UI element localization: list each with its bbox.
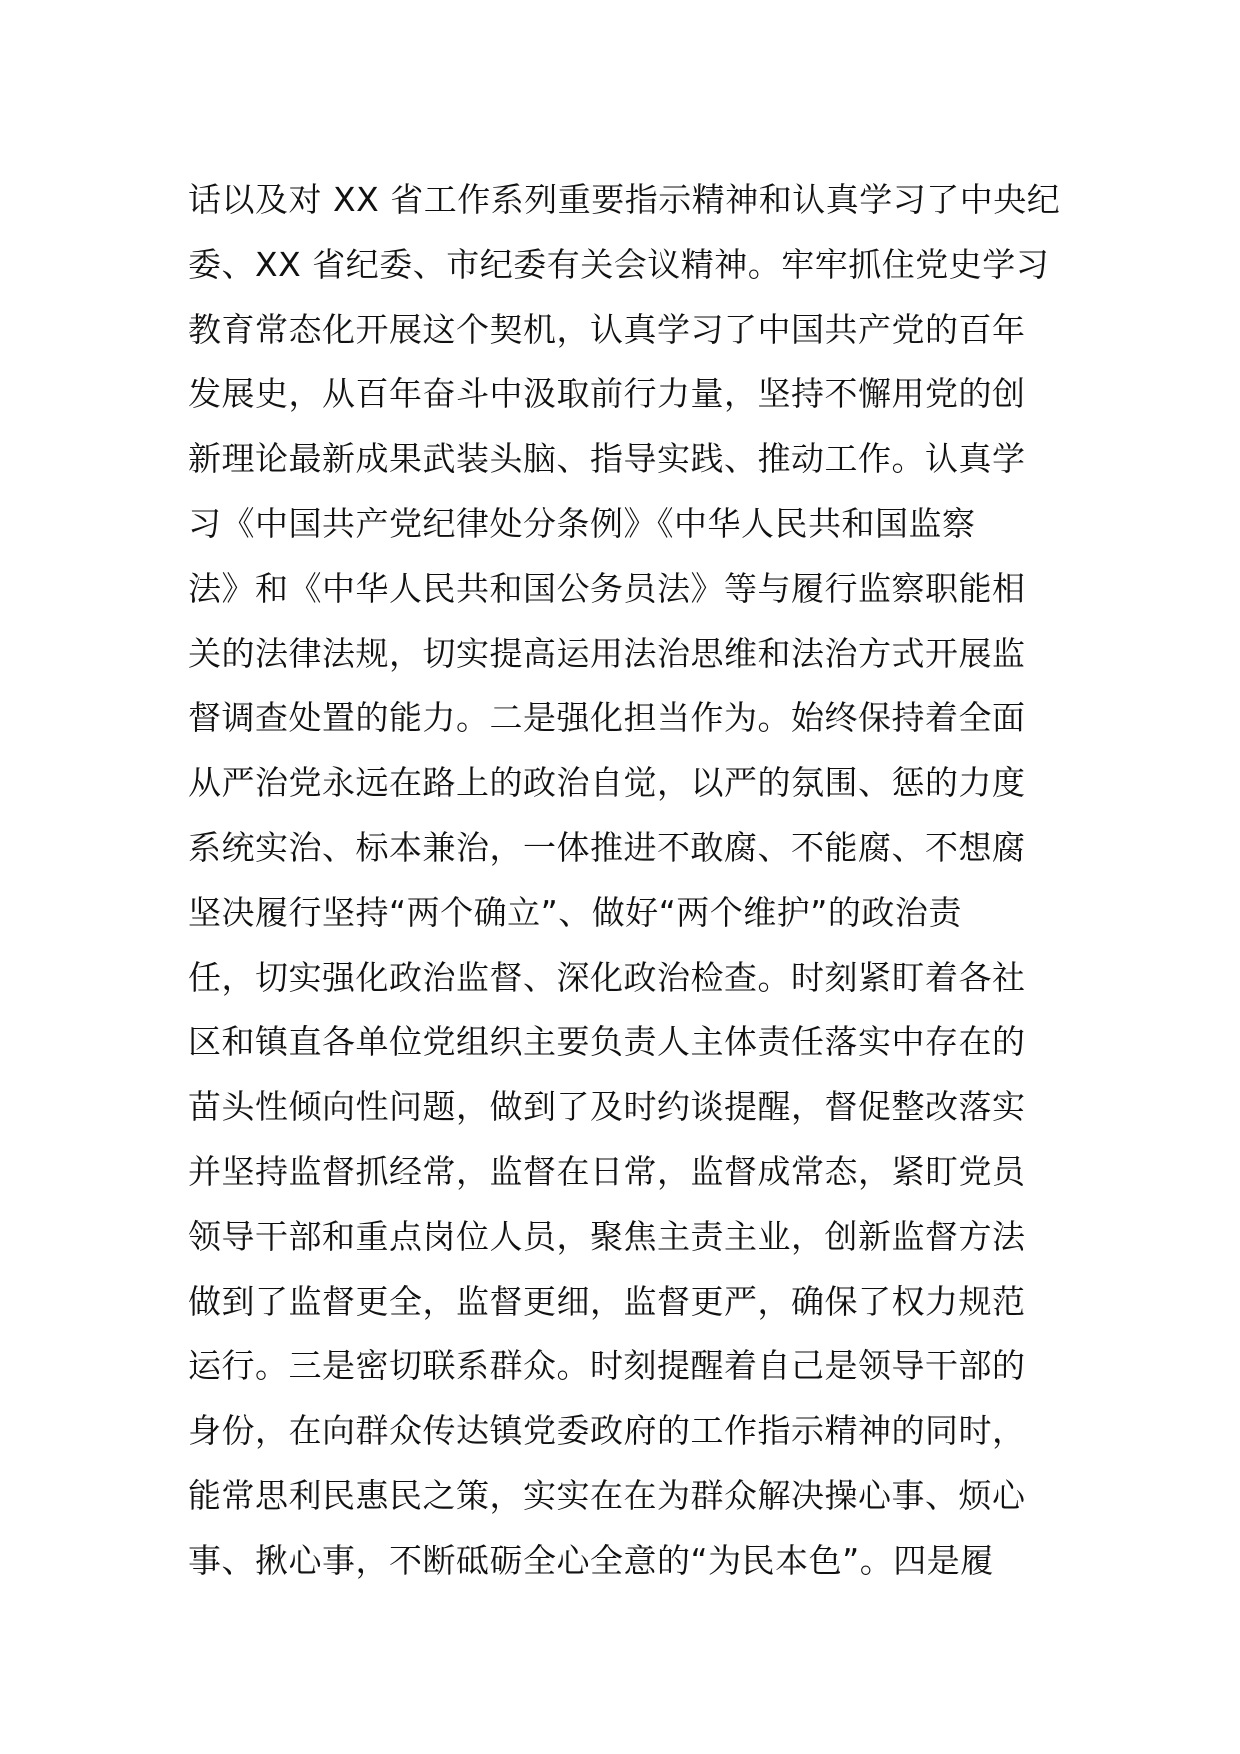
- text-line-21: 能常思利民惠民之策，实实在在为群众解决操心事、烦心: [188, 1475, 1026, 1515]
- text-line-10: 从严治党永远在路上的政治自觉，以严的氛围、惩的力度: [188, 763, 1026, 803]
- text-line-18: 做到了监督更全，监督更细，监督更严，确保了权力规范: [188, 1281, 1026, 1321]
- text-line-1: 话以及对 XX 省工作系列重要指示精神和认真学习了中央纪: [188, 180, 1061, 219]
- text-line-3: 教育常态化开展这个契机，认真学习了中国共产党的百年: [188, 309, 1026, 349]
- text-line-2: 委、XX 省纪委、市纪委有关会议精神。牢牢抓住党史学习: [188, 244, 1050, 284]
- text-line-19: 运行。三是密切联系群众。时刻提醒着自己是领导干部的: [188, 1346, 1026, 1386]
- text-line-5: 新理论最新成果武装头脑、指导实践、推动工作。认真学: [188, 439, 1026, 479]
- text-line-17: 领导干部和重点岗位人员，聚焦主责主业，创新监督方法: [188, 1216, 1026, 1256]
- text-line-12: 坚决履行坚持“两个确立”、做好“两个维护”的政治责: [188, 892, 962, 932]
- text-line-22: 事、揪心事，不断砥砺全心全意的“为民本色”。四是履: [188, 1540, 994, 1580]
- text-line-9: 督调查处置的能力。二是强化担当作为。始终保持着全面: [188, 698, 1026, 738]
- text-line-7: 法》和《中华人民共和国公务员法》等与履行监察职能相: [188, 568, 1026, 608]
- text-line-11: 系统实治、标本兼治，一体推进不敢腐、不能腐、不想腐: [188, 827, 1026, 867]
- text-line-20: 身份，在向群众传达镇党委政府的工作指示精神的同时，: [188, 1411, 1026, 1451]
- text-line-14: 区和镇直各单位党组织主要负责人主体责任落实中存在的: [188, 1022, 1026, 1062]
- text-line-4: 发展史，从百年奋斗中汲取前行力量，坚持不懈用党的创: [188, 374, 1026, 414]
- text-line-13: 任，切实强化政治监督、深化政治检查。时刻紧盯着各社: [188, 957, 1026, 997]
- body-text: [188, 168, 1061, 1594]
- text-line-15: 苗头性倾向性问题，做到了及时约谈提醒，督促整改落实: [188, 1087, 1026, 1127]
- text-line-8: 关的法律法规，切实提高运用法治思维和法治方式开展监: [188, 633, 1026, 673]
- text-line-16: 并坚持监督抓经常，监督在日常，监督成常态，紧盯党员: [188, 1151, 1026, 1191]
- text-line-6: 习《中国共产党纪律处分条例》《中华人民共和国监察: [188, 503, 976, 543]
